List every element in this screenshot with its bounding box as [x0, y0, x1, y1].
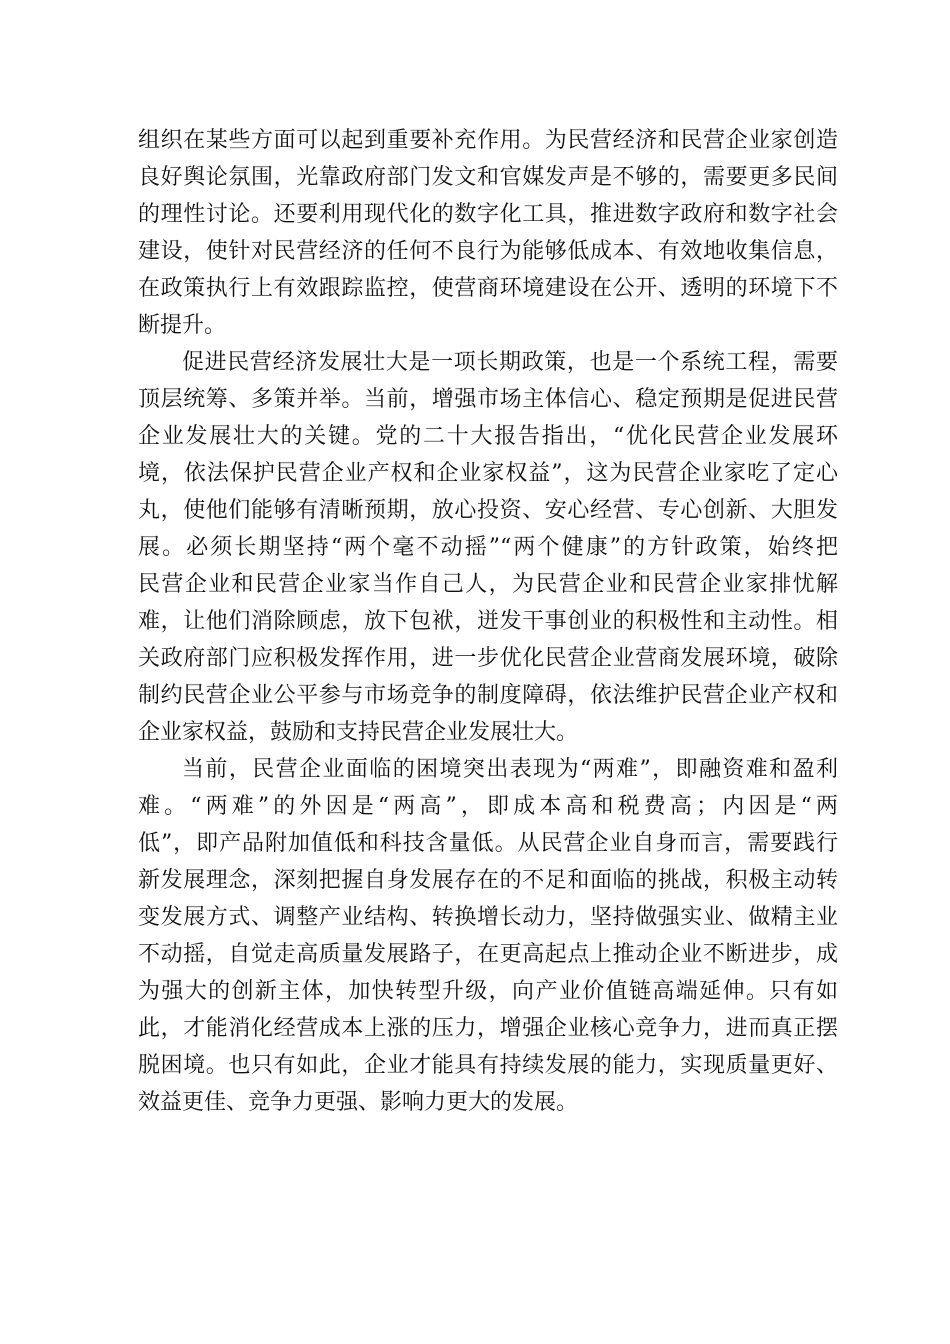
text-line: 顶层统筹、多策并举。当前，增强市场主体信心、稳定预期是促进民营 — [138, 387, 838, 412]
text-line: 新发展理念，深刻把握自身发展存在的不足和面临的挑战，积极主动转 — [138, 868, 838, 893]
text-line: 境，依法保护民营企业产权和企业家权益”，这为民营企业家吃了定心 — [138, 461, 838, 486]
text-line: 难，让他们消除顾虑，放下包袱，迸发干事创业的积极性和主动性。相 — [138, 609, 838, 634]
text-line: 当前，民营企业面临的困境突出表现为“两难”，即融资难和盈利 — [182, 757, 838, 782]
paragraph-3 — [138, 751, 838, 1121]
text-line: 为强大的创新主体，加快转型升级，向产业价值链高端延伸。只有如 — [138, 979, 838, 1004]
text-line: 企业发展壮大的关键。党的二十大报告指出，“优化民营企业发展环 — [138, 424, 838, 449]
text-line: 在政策执行上有效跟踪监控，使营商环境建设在公开、透明的环境下不 — [138, 276, 838, 301]
text-line: 的理性讨论。还要利用现代化的数字化工具，推进数字政府和数字社会 — [138, 202, 838, 227]
text-line: 此，才能消化经营成本上涨的压力，增强企业核心竞争力，进而真正摆 — [138, 1016, 838, 1041]
text-line: 组织在某些方面可以起到重要补充作用。为民营经济和民营企业家创造 — [138, 128, 838, 153]
text-line: 企业家权益，鼓励和支持民营企业发展壮大。 — [138, 720, 579, 745]
paragraph-1 — [138, 122, 838, 344]
text-line: 不动摇，自觉走高质量发展路子，在更高起点上推动企业不断进步，成 — [138, 942, 838, 967]
text-line: 脱困境。也只有如此，企业才能具有持续发展的能力，实现质量更好、 — [138, 1053, 838, 1078]
text-line: 促进民营经济发展壮大是一项长期政策，也是一个系统工程，需要 — [182, 350, 838, 375]
text-line: 断提升。 — [138, 313, 227, 338]
text-line: 效益更佳、竞争力更强、影响力更大的发展。 — [138, 1090, 579, 1115]
text-line: 难。“两难”的外因是“两高”，即成本高和税费高；内因是“两 — [138, 794, 838, 819]
text-line: 建设，使针对民营经济的任何不良行为能够低成本、有效地收集信息， — [138, 239, 838, 264]
text-line: 变发展方式、调整产业结构、转换增长动力，坚持做强实业、做精主业 — [138, 905, 838, 930]
text-line: 展。必须长期坚持“两个毫不动摇”“两个健康”的方针政策，始终把 — [138, 535, 838, 560]
text-line: 民营企业和民营企业家当作自己人，为民营企业和民营企业家排忧解 — [138, 572, 838, 597]
document-body — [138, 122, 838, 1121]
text-line: 制约民营企业公平参与市场竞争的制度障碍，依法维护民营企业产权和 — [138, 683, 838, 708]
text-line: 丸，使他们能够有清晰预期，放心投资、安心经营、专心创新、大胆发 — [138, 498, 838, 523]
text-line: 关政府部门应积极发挥作用，进一步优化民营企业营商发展环境，破除 — [138, 646, 838, 671]
text-line: 良好舆论氛围，光靠政府部门发文和官媒发声是不够的，需要更多民间 — [138, 165, 838, 190]
paragraph-2 — [138, 344, 838, 751]
text-line: 低”，即产品附加值低和科技含量低。从民营企业自身而言，需要践行 — [138, 831, 838, 856]
